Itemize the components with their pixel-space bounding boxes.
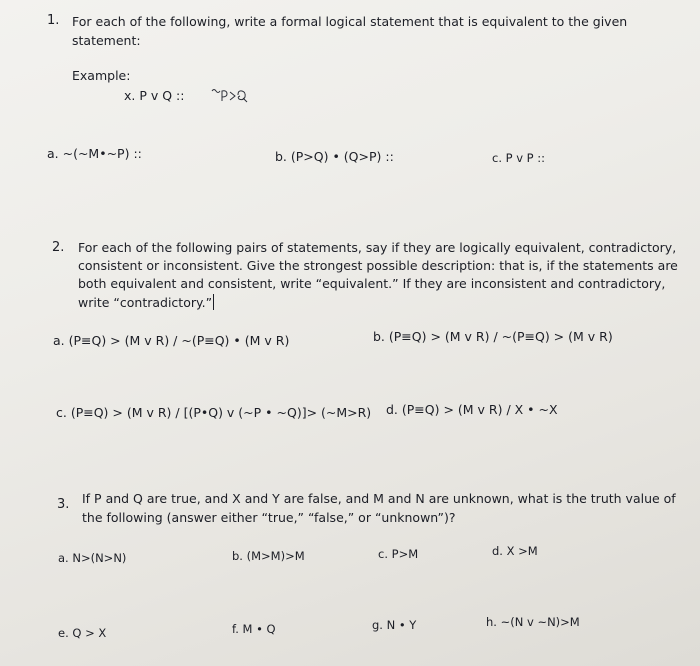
q1-number: 1. — [47, 13, 60, 28]
q2-item-a: a. (P≡Q) > (M v R) / ~(P≡Q) • (M v R) — [53, 333, 290, 348]
q3-item-f: f. M • Q — [232, 622, 276, 636]
q3-item-c: c. P>M — [378, 547, 419, 561]
q2-number: 2. — [52, 240, 65, 255]
q3-item-e: e. Q > X — [58, 626, 107, 640]
q3-item-b: b. (M>M)>M — [232, 549, 305, 563]
q2-prompt-line4-wrap — [78, 294, 214, 311]
q3-item-h: h. ~(N v ~N)>M — [486, 615, 580, 629]
text-cursor — [213, 294, 214, 310]
q1-prompt-line1: For each of the following, write a formal logical statement that is equivalent to the given — [72, 14, 628, 29]
q1-prompt-line2: statement: — [72, 33, 141, 48]
q1-item-c: c. P v P :: — [492, 151, 546, 165]
q2-prompt-line4: write “contradictory.” — [78, 295, 213, 310]
q2-item-b: b. (P≡Q) > (M v R) / ~(P≡Q) > (M v R) — [373, 329, 613, 344]
q3-prompt-line2: the following (answer either “true,” “false,” or “unknown”)? — [82, 510, 456, 525]
q3-item-g: g. N • Y — [372, 618, 417, 632]
q1-item-a: a. ~(~M•~P) :: — [47, 146, 142, 161]
q2-item-d: d. (P≡Q) > (M v R) / X • ~X — [386, 402, 558, 417]
q2-prompt-line1: For each of the following pairs of statements, say if they are logically equivalent, contradictory, — [78, 240, 677, 255]
q1-item-b: b. (P>Q) • (Q>P) :: — [275, 149, 394, 164]
q3-prompt-line1: If P and Q are true, and X and Y are false, and M and N are unknown, what is the truth value of — [82, 491, 676, 506]
q2-prompt-line2: consistent or inconsistent. Give the strongest possible description: that is, if the statements are — [78, 258, 678, 273]
q3-item-a: a. N>(N>N) — [58, 551, 127, 565]
q3-number: 3. — [57, 497, 70, 512]
q2-item-c: c. (P≡Q) > (M v R) / [(P•Q) v (~P • ~Q)]> (~M>R) — [56, 405, 372, 420]
q3-item-d: d. X >M — [492, 544, 538, 558]
q2-prompt-line3: both equivalent and consistent, write “equivalent.” If they are inconsistent and contradictory, — [78, 276, 666, 291]
example-item: x. P v Q :: — [124, 88, 185, 103]
example-label: Example: — [72, 68, 131, 83]
handwritten-answer — [210, 86, 250, 104]
